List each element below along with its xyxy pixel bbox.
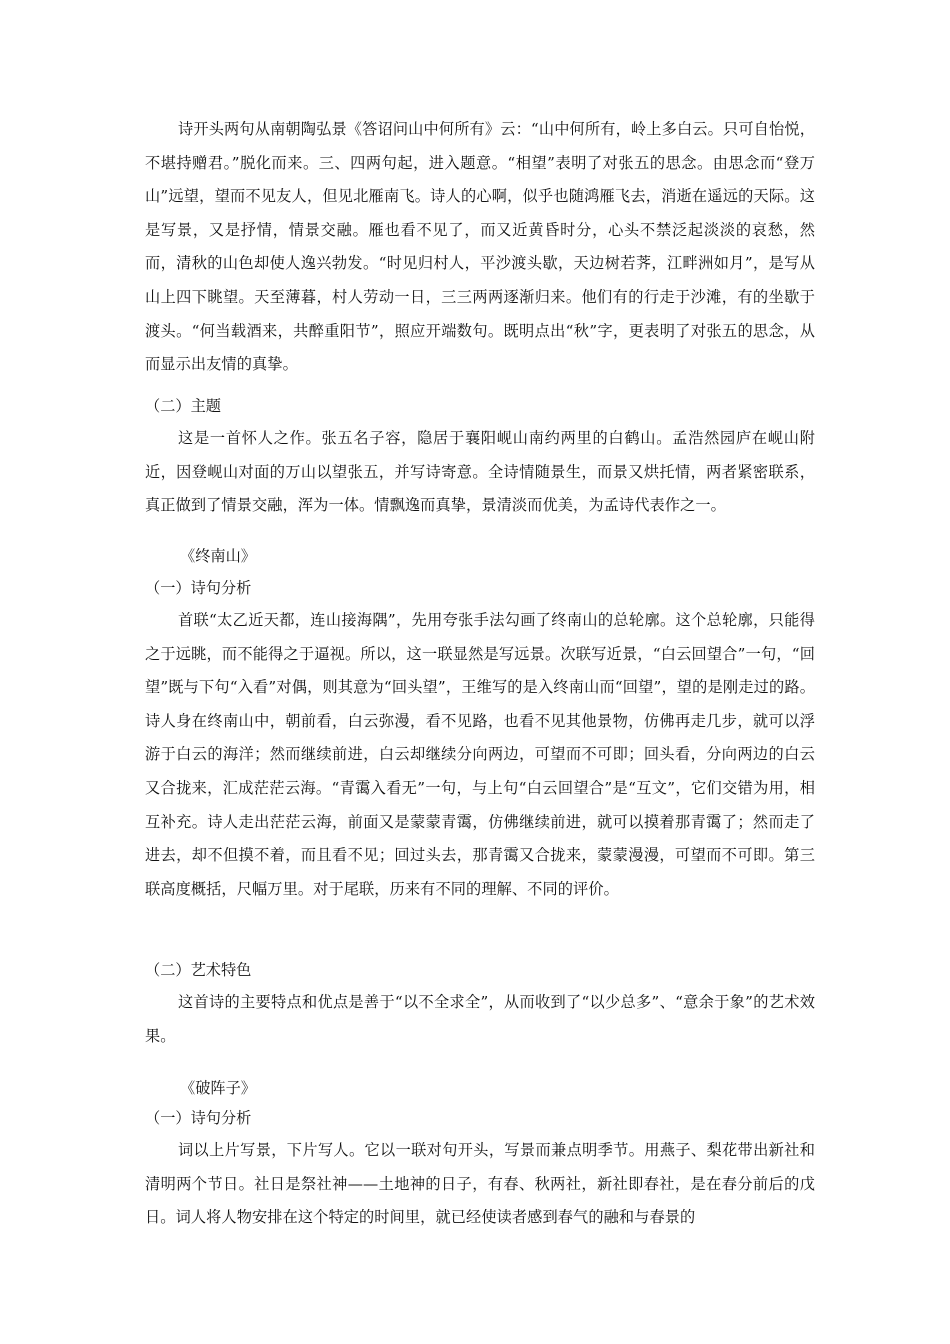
paragraph-intro-analysis: 诗开头两句从南朝陶弘景《答诏问山中何所有》云：“山中何所有，岭上多白云。只可自怡悦，不堪持赠君。”脱化而来。三、四两句起，进入题意。“相望”表明了对张五的思念。由思念而“登万山”远望，望而不见友人，但见北雁南飞。诗人的心啊，似乎也随鸿雁飞去，消逝在遥远的天际。这是写景，又是抒情，情景交融。雁也看不见了，而又近黄昏时分，心头不禁泛起淡淡的哀愁，然而，清秋的山色却使人逸兴勃发。“时见归村人，平沙渡头歇，天边树若荠，江畔洲如月”，是写从山上四下眺望。天至薄暮，村人劳动一日，三三两两逐渐归来。他们有的行走于沙滩，有的坐歇于渡头。“何当载酒来，共醉重阳节”，照应开端数句。既明点出“秋”字，更表明了对张五的思念，从而显示出友情的真挚。 (145, 120, 815, 374)
section-heading-artistic-features: （二）艺术特色 (145, 961, 252, 979)
paragraph-artistic-features: 这首诗的主要特点和优点是善于“以不全求全”，从而收到了“以少总多”、“意余于象”的艺术效果。 (145, 993, 815, 1045)
paragraph-pozhenzi-analysis: 词以上片写景，下片写人。它以一联对句开头，写景而兼点明季节。用燕子、梨花带出新社和清明两个节日。社日是祭社神——土地神的日子，有春、秋两社，新社即春社，是在春分前后的戊日。词人将人物安排在这个特定的时间里，就已经使读者感到春气的融和与春景的 (145, 1141, 815, 1227)
section-heading-verse-analysis: （一）诗句分析 (145, 579, 252, 597)
section-heading-theme: （二）主题 (145, 397, 221, 415)
poem-title-zhongnanshan: 《终南山》 (180, 547, 256, 565)
section-heading-verse-analysis-2: （一）诗句分析 (145, 1109, 252, 1127)
paragraph-theme: 这是一首怀人之作。张五名子容，隐居于襄阳岘山南约两里的白鹤山。孟浩然园庐在岘山附近，因登岘山对面的万山以望张五，并写诗寄意。全诗情随景生，而景又烘托情，两者紧密联系，真正做到了情景交融，浑为一体。情飘逸而真挚，景清淡而优美，为孟诗代表作之一。 (145, 429, 815, 515)
paragraph-zhongnanshan-analysis: 首联“太乙近天都，连山接海隅”，先用夸张手法勾画了终南山的总轮廓。这个总轮廓，只能得之于远眺，而不能得之于逼视。所以，这一联显然是写远景。次联写近景，“白云回望合”一句，“回望”既与下句“入看”对偶，则其意为“回头望”，王维写的是入终南山而“回望”，望的是刚走过的路。诗人身在终南山中，朝前看，白云弥漫，看不见路，也看不见其他景物，仿佛再走几步，就可以浮游于白云的海洋；然而继续前进，白云却继续分向两边，可望而不可即；回头看，分向两边的白云又合拢来，汇成茫茫云海。“青霭入看无”一句，与上句“白云回望合”是“互文”，它们交错为用，相互补充。诗人走出茫茫云海，前面又是蒙蒙青霭，仿佛继续前进，就可以摸着那青霭了；然而走了进去，却不但摸不着，而且看不见；回过头去，那青霭又合拢来，蒙蒙漫漫，可望而不可即。第三联高度概括，尺幅万里。对于尾联，历来有不同的理解、不同的评价。 (145, 611, 815, 898)
poem-title-pozhenzi: 《破阵子》 (180, 1079, 256, 1097)
